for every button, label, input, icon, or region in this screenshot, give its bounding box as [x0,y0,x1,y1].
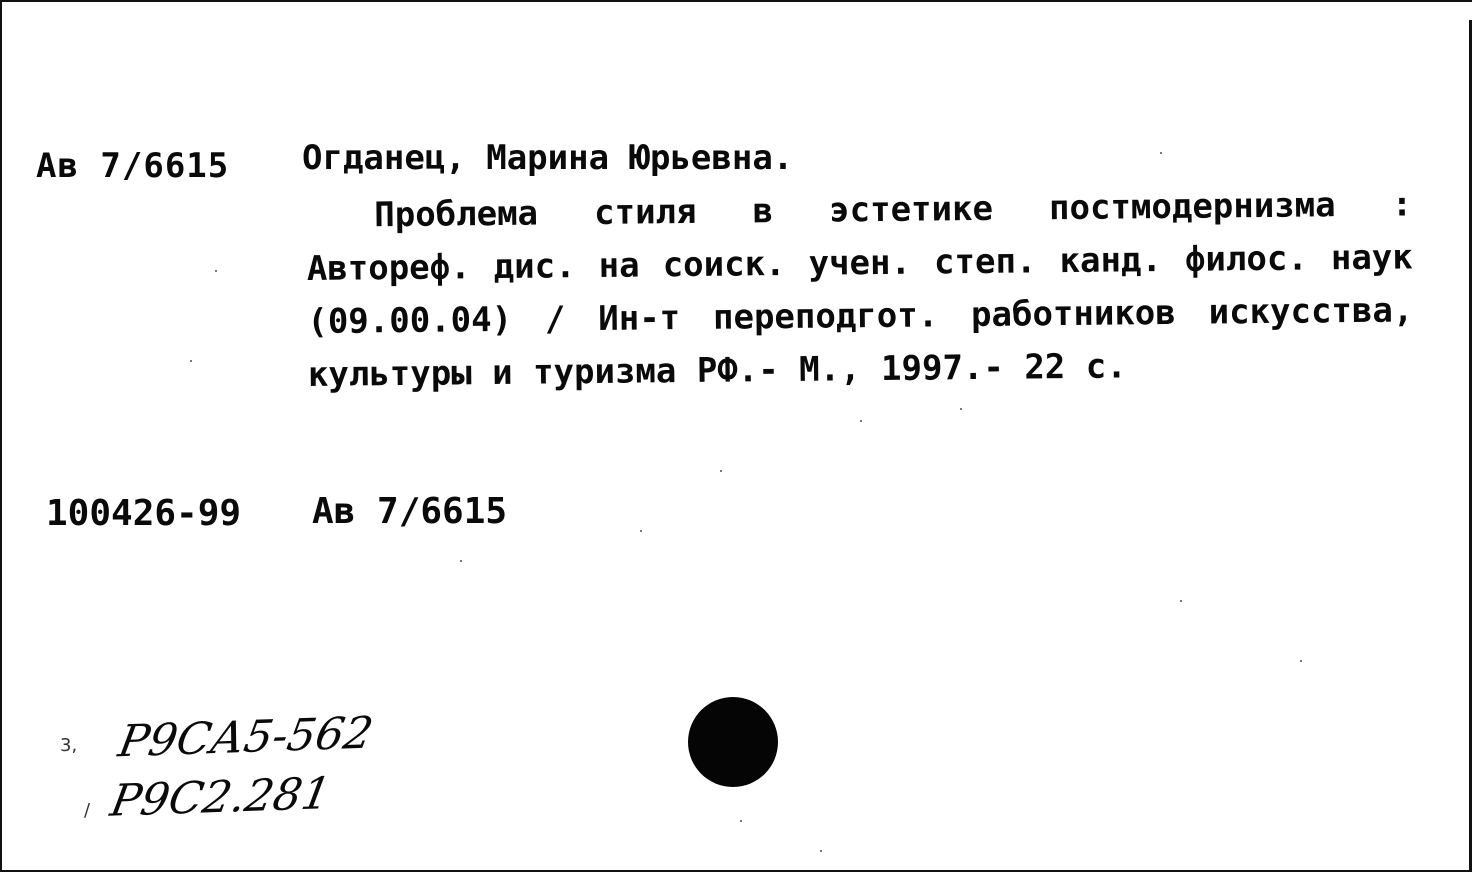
scan-speck [740,820,742,822]
handwritten-classification-code-2: Р9С2.281 [106,768,335,827]
scan-speck [640,530,642,532]
scan-speck [860,420,862,422]
scan-speck [215,270,217,272]
scan-speck [190,360,192,362]
punch-hole [688,697,778,787]
inventory-number: 100426-99 [46,493,242,534]
card-top-edge [0,0,1472,2]
shelf-mark: Ав 7/6615 [36,146,230,186]
handwritten-classification-code-1: Р9СА5-562 [114,707,377,768]
scan-speck [460,560,462,562]
handwritten-prefix-2: / [84,800,91,821]
scan-speck [960,408,962,410]
card-left-edge [0,0,2,872]
handwritten-prefix-1: 3, [60,735,78,756]
scan-speck [1180,600,1182,602]
scan-speck [720,470,722,472]
scan-speck [820,850,822,852]
bibliographic-description: Проблема стиля в эстетике постмодернизма : Автореф. дис. на соиск. учен. степ. канд. филос. наук (09.00.04) / Ин-т переподгот. работников искусства, культуры и туризма РФ.- М., 1997.- 22 с. [306,184,1414,395]
shelf-mark-repeat: Ав 7/6615 [312,491,508,532]
author-heading: Огданец, Марина Юрьевна. [302,138,794,178]
scan-speck [1300,660,1302,662]
scan-speck [1160,152,1162,154]
